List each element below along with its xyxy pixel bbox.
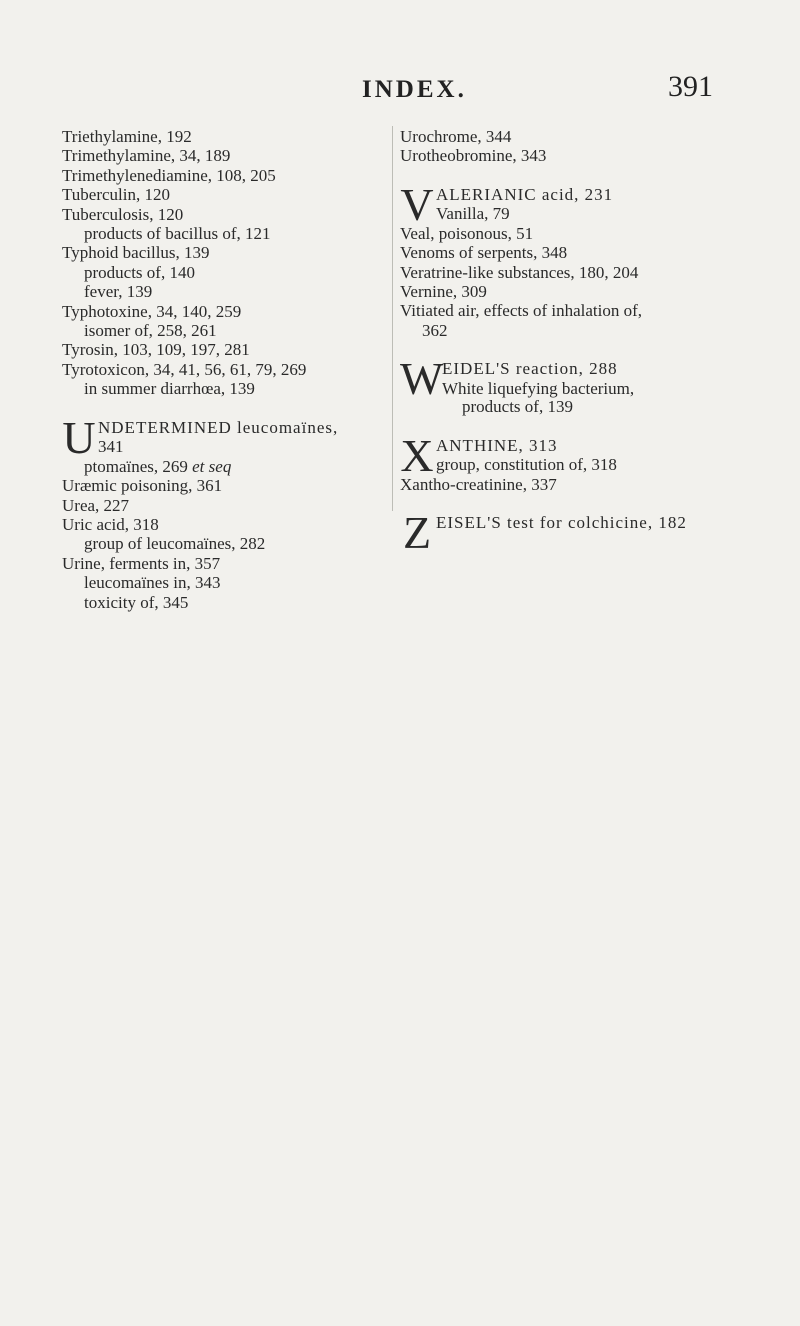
index-subentry: products of, 139: [462, 397, 573, 417]
index-subentry: isomer of, 258, 261: [84, 321, 217, 341]
section-first-entry: EISEL'S test for colchicine, 182: [436, 513, 687, 533]
running-head: [0, 70, 800, 110]
index-entry: Veratrine-like substances, 180, 204: [400, 262, 639, 282]
x-section: [400, 429, 795, 481]
index-entry: Trimethylamine, 34, 189: [62, 146, 231, 166]
index-entry: Uræmic poisoning, 361: [62, 476, 223, 496]
index-entry: Vitiated air, effects of inhalation of,: [400, 301, 643, 321]
index-entry: Vernine, 309: [400, 282, 487, 302]
w-section: [400, 353, 795, 405]
index-entry: Urine, ferments in, 357: [62, 553, 221, 573]
index-subentry: fever, 139: [84, 282, 153, 302]
index-subentry: leucomaïnes in, 343: [84, 573, 221, 593]
section-first-entry: EIDEL'S reaction, 288: [442, 359, 618, 379]
column-divider: [392, 126, 393, 511]
v-section: [400, 178, 795, 230]
section-first-entry-page: 341: [98, 437, 124, 457]
right-column: [400, 127, 795, 559]
section-gap: [400, 340, 795, 359]
index-subentry: group of leucomaïnes, 282: [84, 534, 266, 554]
index-entry: Uric acid, 318: [62, 514, 159, 534]
index-entry: Xantho-creatinine, 337: [400, 474, 557, 494]
page-number: 391: [668, 70, 713, 103]
index-entry: Tuberculosis, 120: [62, 204, 184, 224]
section-second-entry: Vanilla, 79: [436, 204, 510, 224]
dropcap-v: V: [400, 178, 434, 230]
index-subentry: products of bacillus of, 121: [84, 224, 271, 244]
index-subentry: toxicity of, 345: [84, 592, 189, 612]
index-entry: Tuberculin, 120: [62, 185, 170, 205]
section-first-entry: ALERIANIC acid, 231: [436, 184, 614, 204]
section-first-entry: NDETERMINED leucomaïnes,: [98, 417, 339, 437]
index-entry: Tyrotoxicon, 34, 41, 56, 61, 79, 269: [62, 359, 307, 379]
section-second-entry: group, constitution of, 318: [436, 455, 617, 475]
dropcap-u: U: [62, 411, 96, 463]
section-second-entry: White liquefying bacterium,: [442, 378, 635, 398]
index-entry: Urochrome, 344: [400, 127, 512, 146]
index-entry: Venoms of serpents, 348: [400, 243, 568, 263]
left-column: [62, 127, 382, 612]
index-subentry-ptomaines: [62, 457, 382, 476]
section-first-entry: ANTHINE, 313: [436, 435, 558, 455]
index-entry: Veal, poisonous, 51: [400, 223, 534, 243]
section-gap: [62, 399, 382, 418]
u-section: [62, 411, 382, 463]
ptomaines-text: ptomaïnes, 269: [84, 456, 193, 476]
index-entry: Urea, 227: [62, 495, 130, 515]
index-entry: Triethylamine, 192: [62, 127, 192, 146]
index-subentry: 362: [422, 320, 448, 340]
index-entry: Tyrosin, 103, 109, 197, 281: [62, 340, 250, 360]
section-gap: [400, 494, 795, 513]
index-entry: Trimethylenediamine, 108, 205: [62, 165, 276, 185]
section-gap: [400, 166, 795, 185]
ptomaines-italic: et seq: [192, 456, 232, 476]
dropcap-z: Z: [402, 507, 432, 559]
page-title: INDEX.: [362, 76, 467, 103]
index-subentry: in summer diarrhœa, 139: [84, 379, 255, 399]
index-subentry: products of, 140: [84, 262, 195, 282]
dropcap-w: W: [400, 353, 444, 405]
section-gap: [400, 417, 795, 436]
index-entry: Typhotoxine, 34, 140, 259: [62, 301, 242, 321]
index-entry: Urotheobromine, 343: [400, 146, 547, 166]
index-entry: Typhoid bacillus, 139: [62, 243, 210, 263]
z-section: [400, 507, 795, 559]
dropcap-x: X: [400, 429, 434, 481]
t-entries: [62, 127, 382, 399]
